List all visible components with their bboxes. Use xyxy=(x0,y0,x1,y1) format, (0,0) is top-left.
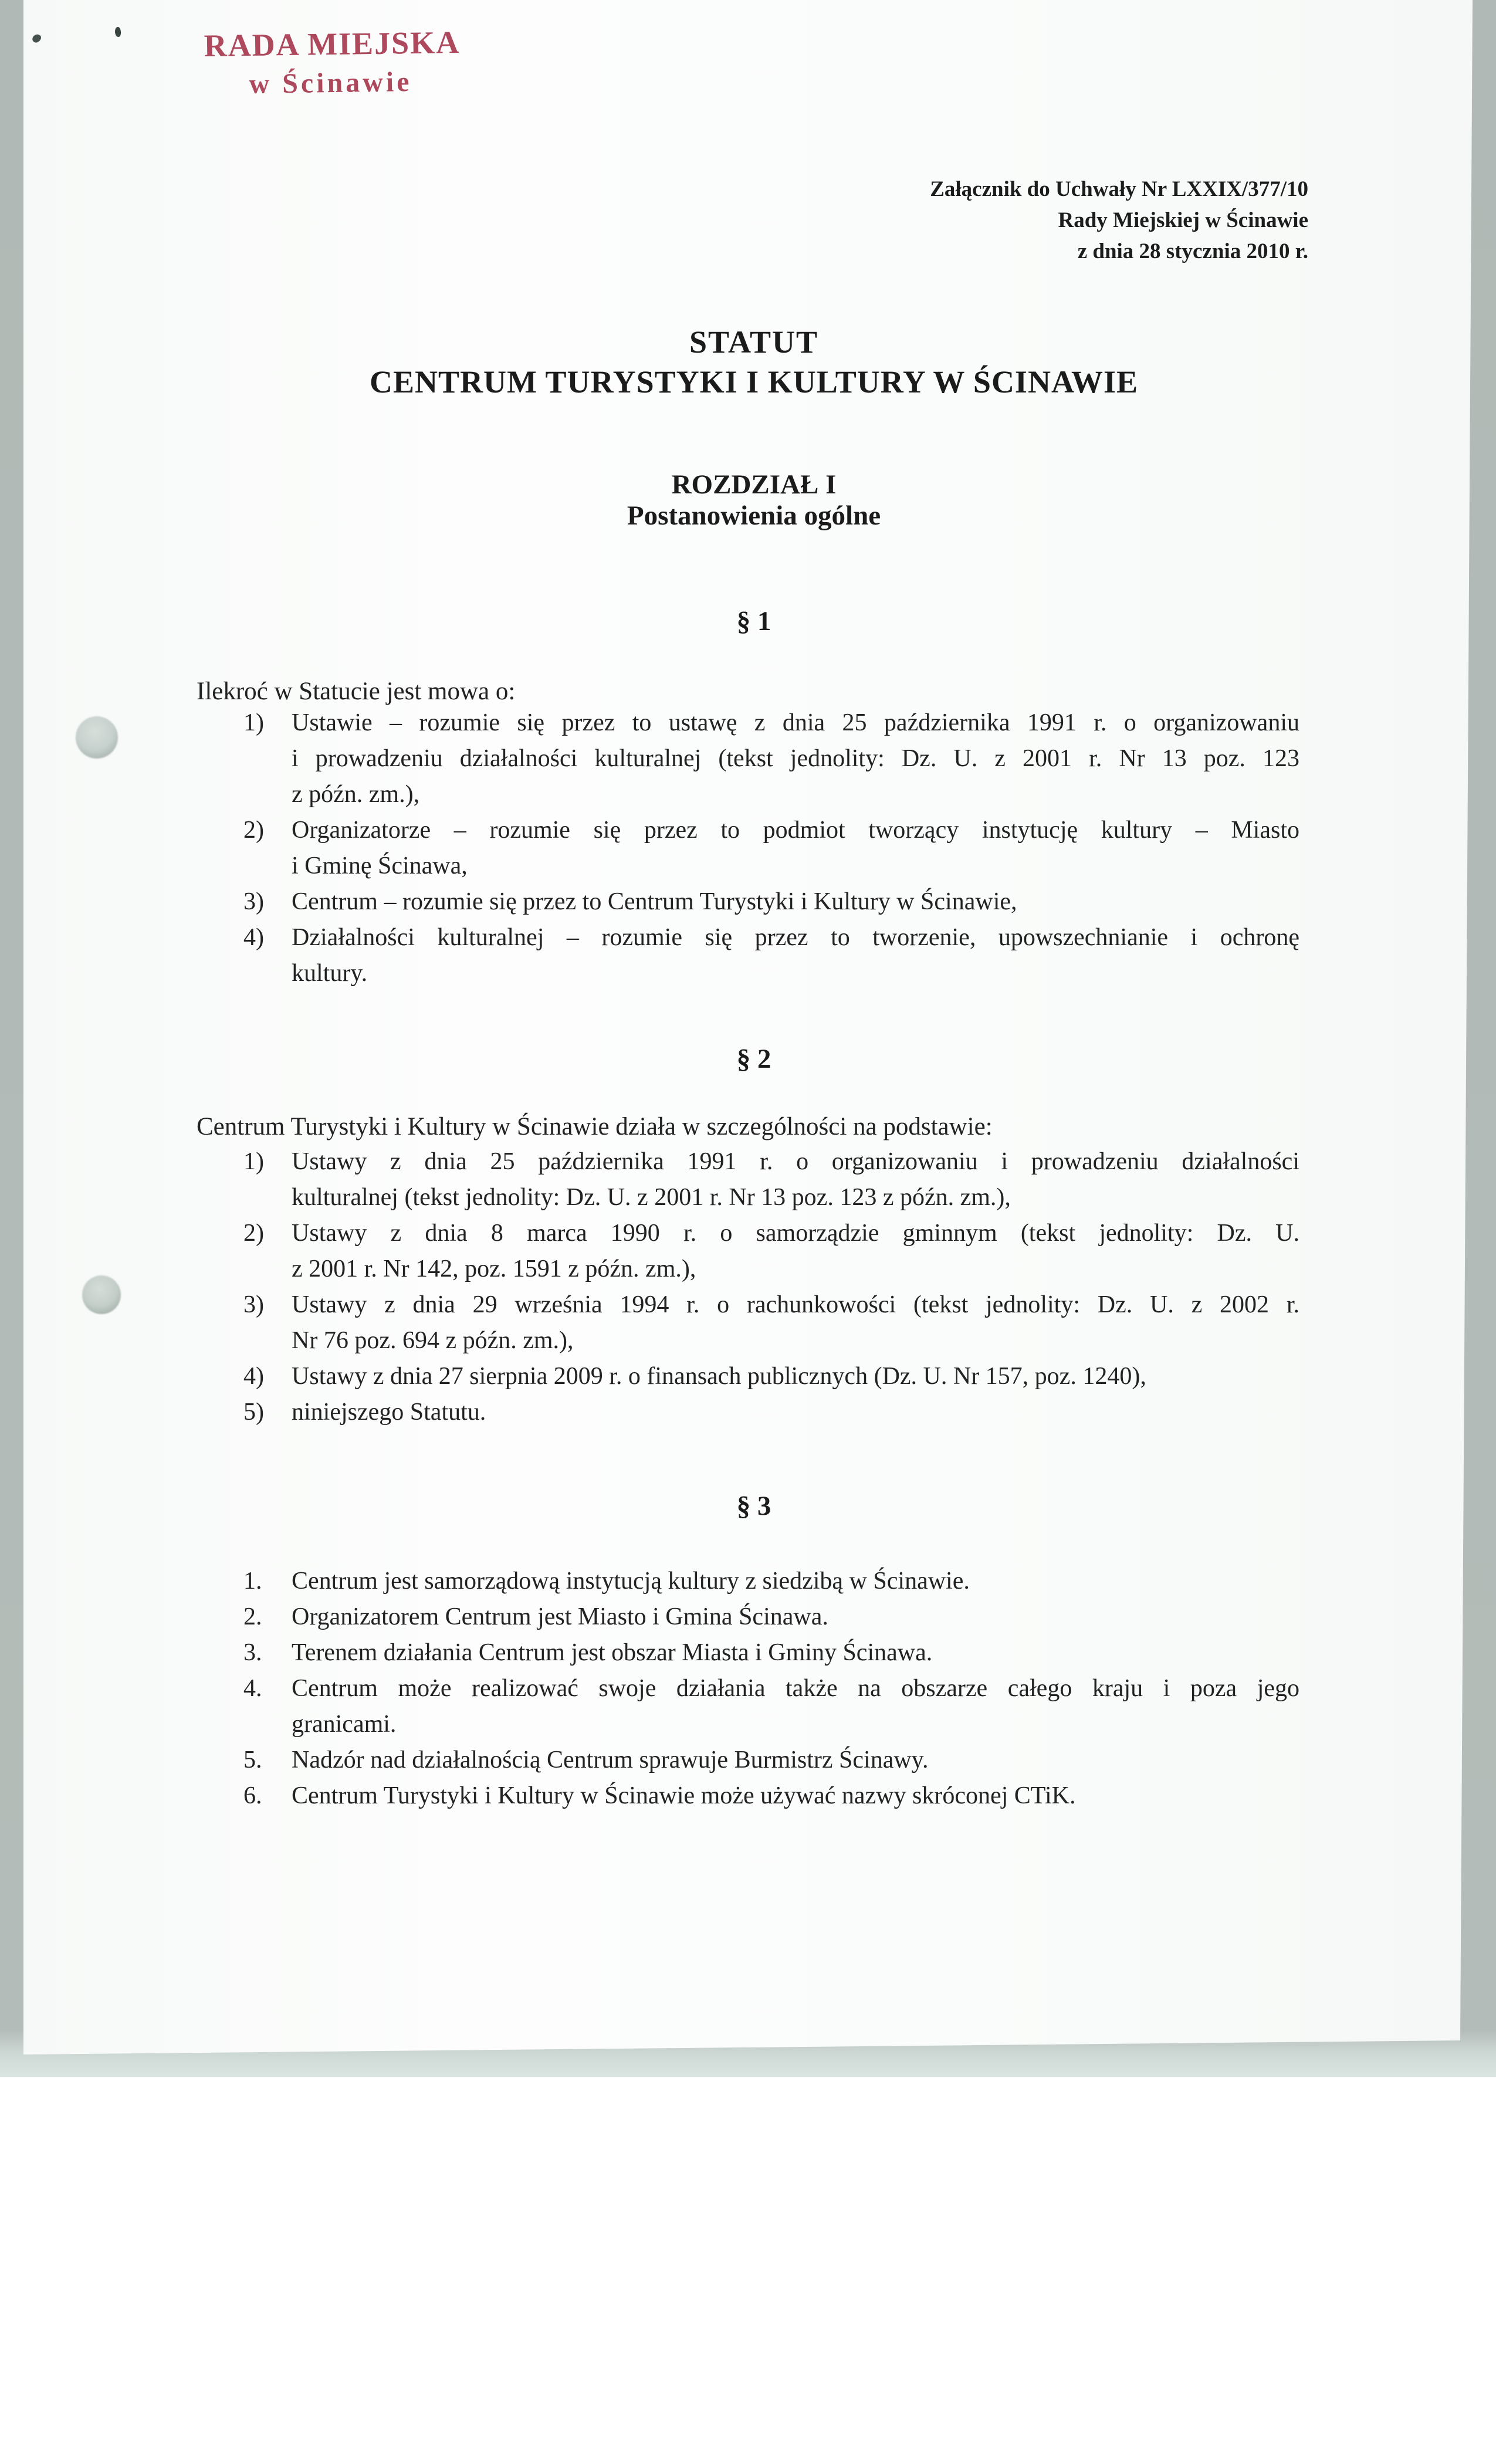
item-text: Terenem działania Centrum jest obszar Miasta i Gminy Ścinawa. xyxy=(292,1639,933,1666)
item-text: Nadzór nad działalnością Centrum sprawuje Burmistrz Ścinawy. xyxy=(292,1747,929,1773)
list-item xyxy=(243,1216,1299,1287)
chapter-number: ROZDZIAŁ I xyxy=(671,469,837,500)
section-2-intro: Centrum Turystyki i Kultury w Ścinawie działa w szczególności na podstawie: xyxy=(197,1113,993,1140)
item-number: 5) xyxy=(243,1399,264,1426)
item-number: 4) xyxy=(243,1363,264,1390)
annex-reference-block xyxy=(930,174,1308,267)
list-item xyxy=(243,813,1299,884)
punched-hole-bottom xyxy=(82,1275,121,1314)
list-item xyxy=(243,1359,1299,1395)
list-item xyxy=(243,920,1299,991)
list-item xyxy=(243,1778,1299,1814)
item-text: Centrum jest samorządową instytucją kultury z siedzibą w Ścinawie. xyxy=(292,1568,970,1595)
item-text: Centrum Turystyki i Kultury w Ścinawie może używać nazwy skróconej CTiK. xyxy=(292,1782,1076,1809)
list-item xyxy=(243,1671,1299,1742)
item-number: 1. xyxy=(243,1568,262,1595)
section-1-mark: § 1 xyxy=(736,606,771,637)
section-1-list xyxy=(243,705,1299,991)
item-text: Organizatorze – rozumie się przez to podmiot tworzący instytucję kultury – Miasto i Gminę Ścinawa, xyxy=(292,817,1299,879)
list-item xyxy=(243,1635,1299,1671)
section-3-mark: § 3 xyxy=(736,1491,771,1521)
list-item xyxy=(243,884,1299,920)
item-number: 3. xyxy=(243,1639,262,1666)
list-item xyxy=(243,1742,1299,1778)
item-number: 1) xyxy=(243,709,264,736)
section-3-list xyxy=(243,1563,1299,1814)
item-text: Organizatorem Centrum jest Miasto i Gmina Ścinawa. xyxy=(292,1603,828,1630)
item-text: niniejszego Statutu. xyxy=(292,1399,486,1426)
item-text: Działalności kulturalnej – rozumie się przez to tworzenie, upowszechnianie i ochronę kultury. xyxy=(292,924,1299,987)
stamp-line-1: RADA MIEJSKA xyxy=(204,24,461,64)
annex-line-2: Rady Miejskiej w Ścinawie xyxy=(1058,208,1308,232)
item-number: 6. xyxy=(243,1782,262,1809)
item-number: 2. xyxy=(243,1603,262,1630)
item-number: 2) xyxy=(243,817,264,844)
list-item xyxy=(243,1144,1299,1216)
list-item xyxy=(243,1563,1299,1599)
chapter-heading xyxy=(12,469,1496,532)
stamp-line-2: w Ścinawie xyxy=(249,66,412,100)
item-number: 5. xyxy=(243,1747,262,1773)
item-number: 4. xyxy=(243,1675,262,1702)
annex-line-1: Załącznik do Uchwały Nr LXXIX/377/10 xyxy=(930,177,1308,201)
section-1-intro: Ilekroć w Statucie jest mowa o: xyxy=(197,678,516,705)
list-item xyxy=(243,1599,1299,1635)
item-text: Ustawy z dnia 25 października 1991 r. o organizowaniu i prowadzeniu działalności kulturalnej (tekst jednolity: Dz. U. z 2001 r. Nr 13 poz. 123 z późn. zm.), xyxy=(292,1148,1299,1211)
list-item xyxy=(243,1395,1299,1430)
council-stamp xyxy=(204,24,461,101)
item-number: 3) xyxy=(243,888,264,915)
item-text: Centrum – rozumie się przez to Centrum Turystyki i Kultury w Ścinawie, xyxy=(292,888,1017,915)
list-item xyxy=(243,1287,1299,1359)
item-text: Ustawy z dnia 29 września 1994 r. o rachunkowości (tekst jednolity: Dz. U. z 2002 r. Nr 76 poz. 694 z późn. zm.), xyxy=(292,1291,1299,1354)
item-number: 1) xyxy=(243,1148,264,1175)
item-text: Ustawy z dnia 27 sierpnia 2009 r. o finansach publicznych (Dz. U. Nr 157, poz. 1240), xyxy=(292,1363,1146,1390)
item-number: 3) xyxy=(243,1291,264,1318)
item-text: Ustawy z dnia 8 marca 1990 r. o samorządzie gminnym (tekst jednolity: Dz. U. z 2001 r. Nr 142, poz. 1591 z późn. zm.), xyxy=(292,1220,1299,1282)
section-2-mark: § 2 xyxy=(736,1044,771,1074)
chapter-name: Postanowienia ogólne xyxy=(627,500,881,531)
item-text: Centrum może realizować swoje działania także na obszarze całego kraju i poza jego granicami. xyxy=(292,1675,1299,1738)
item-number: 2) xyxy=(243,1220,264,1247)
annex-line-3: z dnia 28 stycznia 2010 r. xyxy=(1077,239,1308,263)
document-title: STATUT xyxy=(689,324,819,360)
section-2-list xyxy=(243,1144,1299,1430)
list-item xyxy=(243,705,1299,813)
punched-hole-top xyxy=(76,716,118,759)
document-subtitle: CENTRUM TURYSTYKI I KULTURY W ŚCINAWIE xyxy=(369,364,1138,400)
item-text: Ustawie – rozumie się przez to ustawę z dnia 25 października 1991 r. o organizowaniu i prowadzeniu działalności kulturalnej (tekst jednolity: Dz. U. z 2001 r. Nr 13 poz. 123 z późn. zm.), xyxy=(292,709,1299,808)
item-number: 4) xyxy=(243,924,264,951)
